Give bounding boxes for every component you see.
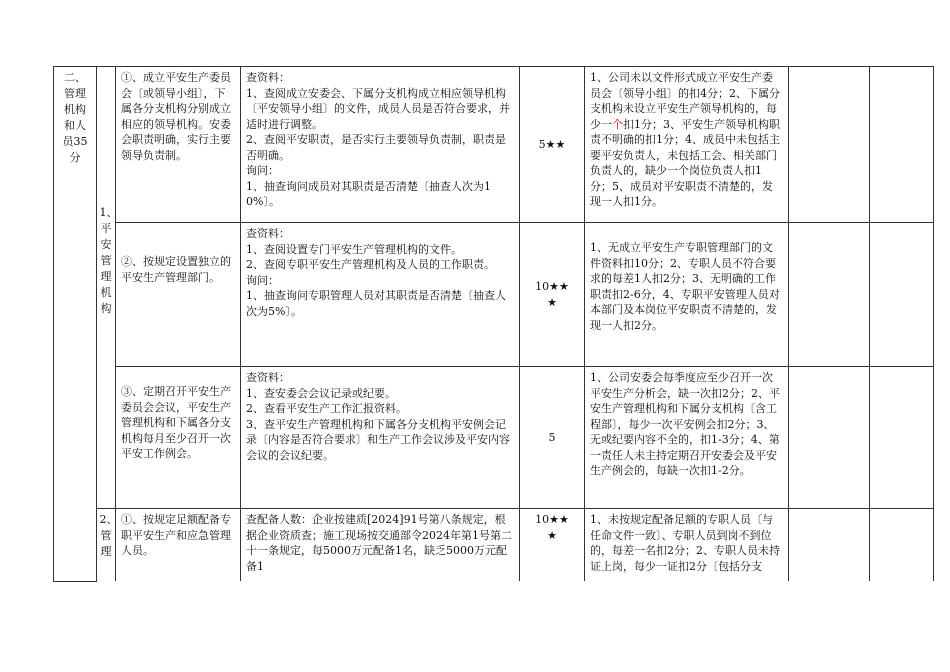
score-cell: [520, 509, 585, 582]
category-cell: [54, 67, 97, 582]
section-cell: [97, 67, 116, 509]
rule-highlight: 个: [612, 117, 623, 131]
score-value: 10★★★: [535, 513, 569, 542]
empty-cell: [789, 223, 870, 367]
item-text: ①、按规定足额配备专职平安生产和应急管理人员。: [121, 513, 231, 557]
item-cell: [116, 67, 241, 223]
rule-cell: [585, 223, 789, 367]
rule-cell: [585, 509, 789, 582]
method-cell: [241, 367, 520, 509]
rule-cell: [585, 67, 789, 223]
item-text: ②、按规定设置独立的平安生产管理部门。: [121, 255, 231, 284]
score-value: 5★★: [538, 137, 566, 151]
rule-text: 1、无成立平安生产专职管理部门的文件资料扣10分；2、专职人员不符合要求的每差1人扣2分；3、无明确的工作职责扣2-6分，4、专职平安管理人员对本部门及本岗位平安职责不清楚的，发现一人扣2分。: [590, 241, 780, 332]
score-cell: [520, 223, 585, 367]
table-row: [54, 67, 934, 223]
score-value: 10★★★: [535, 280, 569, 309]
table-row: [54, 223, 934, 367]
section-label: 2、管理: [99, 513, 118, 558]
empty-cell: [870, 367, 934, 509]
rule-cell: [585, 367, 789, 509]
score-cell: [520, 67, 585, 223]
item-text: ③、定期召开平安生产委员会会议，平安生产管理机构和下属各分支机构每月至少召开一次平安工作例会。: [121, 385, 231, 460]
method-cell: [241, 223, 520, 367]
item-cell: [116, 509, 241, 582]
score-cell: [520, 367, 585, 509]
evaluation-table: [53, 66, 934, 582]
table-row: [54, 367, 934, 509]
rule-text: 1、公司安委会每季度应至少召开一次平安生产分析会，缺一次扣2分；2、平安生产管理机构和下属分支机构〔含工程部〕，每少一次平安例会扣2分；3、无或纪要内容不全的，扣1-3分；4、第一责任人未主持定期召开安委会及平安生产例会的，每缺一次扣1-2分。: [590, 371, 780, 477]
empty-cell: [870, 223, 934, 367]
empty-cell: [789, 509, 870, 582]
empty-cell: [789, 367, 870, 509]
score-value: 5: [548, 430, 556, 444]
empty-cell: [870, 509, 934, 582]
table-row: [54, 509, 934, 582]
item-text: ①、成立平安生产委员会〔或领导小组〕，下属各分支机构分别成立相应的领导机构。安委会职责明确，实行主要领导负责制。: [121, 71, 231, 162]
rule-text-part: 扣1分；3、平安生产领导机构职责不明确的扣1分；4、成员中未包括主要平安负责人，未包括工会、相关部门负责人的，缺少一个岗位负责人扣1分；5、成员对平安职责不清楚的，发现一人扣1分。: [590, 117, 780, 208]
method-cell: [241, 67, 520, 223]
section-label: 1、平安管理机构: [99, 206, 118, 315]
item-cell: [116, 367, 241, 509]
method-text: 查资料： 1、查阅成立安委会、下属分支机构成立相应领导机构〔平安领导小组〕的文件，成员人员是否符合要求，并适时进行调整。 2、查阅平安职责，是否实行主要领导负责制，职责是否明确。 询问： 1、抽查询问成员对其职责是否清楚〔抽查人次为10%〕。: [246, 71, 510, 208]
method-text: 查资料： 1、查阅设置专门平安生产管理机构的文件。 2、查阅专职平安生产管理机构及人员的工作职责。 询问： 1、抽查询问专职管理人员对其职责是否清楚〔抽查人次为5%〕。: [246, 227, 506, 318]
category-label: 二、管理机构和人员35分: [62, 71, 88, 164]
rule-text-part: 1、公司未以文件形式成立平安生产委员会〔领导小组〕的扣4分；2、下属分支机构未设立平安生产领导机构的，每少一: [590, 71, 780, 131]
method-cell: [241, 509, 520, 582]
method-text: 查配备人数：企业按建质[2024]91号第八条规定，根据企业资质查；施工现场按交通部令2024年第1号第二十一条规定，每5000万元配备1名，缺乏5000万元配备1: [246, 513, 512, 573]
item-cell: [116, 223, 241, 367]
empty-cell: [870, 67, 934, 223]
empty-cell: [789, 67, 870, 223]
section-cell: [97, 509, 116, 582]
rule-text: 1、未按规定配备足额的专职人员〔与任命文件一致〕、专职人员到岗不到位的，每差一名扣2分；2、专职人员未持证上岗，每少一证扣2分〔包括分支: [590, 513, 780, 573]
method-text: 查资料： 1、查安委会会议记录或纪要。 2、查看平安生产工作汇报资料。 3、查平安生产管理机构和下属各分支机构平安例会记录〔内容是否符合要求〕和生产工作会议涉及平安内容会议的会议纪要。: [246, 371, 510, 462]
